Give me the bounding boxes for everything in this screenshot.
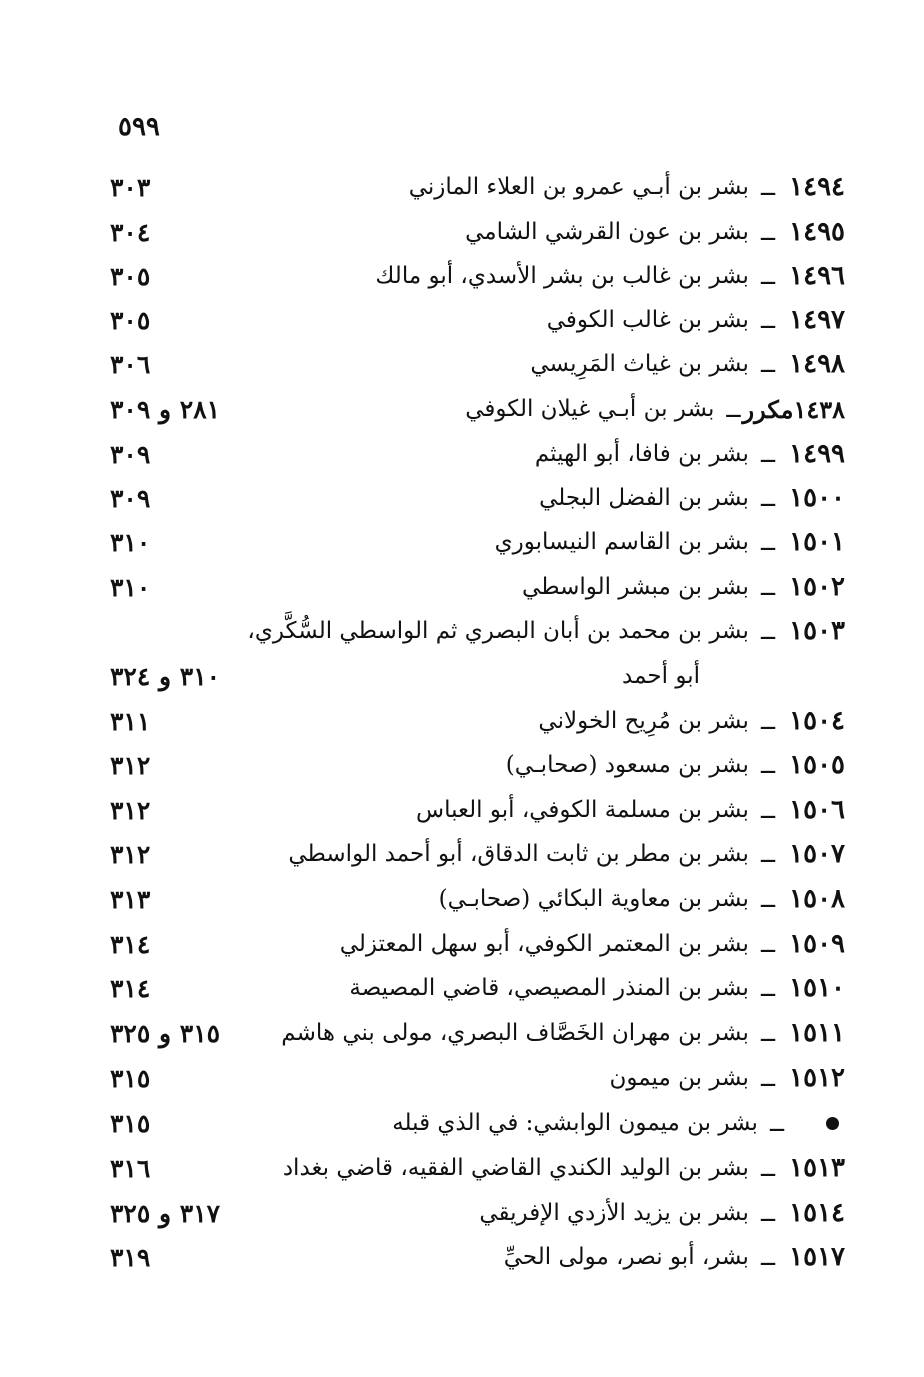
list-item <box>110 1237 845 1277</box>
list-item <box>110 344 845 384</box>
entry-name: بشر بن عون القرشي الشامي <box>465 219 749 245</box>
entry-page-ref: ٣١٥ <box>110 1063 151 1093</box>
entry-name: بشر بن محمد بن أبان البصري ثم الواسطي السُّكَّري، <box>247 618 749 644</box>
entry-dash: ــ <box>760 1064 775 1092</box>
entry-number: ١٥٠١ <box>789 527 845 557</box>
entry-name: بشر بن غالب الكوفي <box>546 307 749 333</box>
list-item <box>110 300 845 340</box>
entry-page-ref: ٣١٠ و ٣٢٤ <box>110 661 221 691</box>
entry-dash: ــ <box>760 707 775 735</box>
list-item <box>110 790 845 830</box>
entry-dash: ــ <box>760 840 775 868</box>
entry-page-ref: ٣٠٥ <box>110 261 151 291</box>
entry-name: بشر بن المنذر المصيصي، قاضي المصيصة <box>349 975 749 1001</box>
entry-name: بشر بن ميمون الوابشي: في الذي قبله <box>392 1110 758 1136</box>
list-item <box>110 434 845 474</box>
entry-dash: ــ <box>760 617 775 645</box>
entry-name: بشر بن غياث المَرِيسي <box>530 351 749 377</box>
entry-name: بشر بن مُرِيح الخولاني <box>538 708 749 734</box>
entry-name: بشر بن مهران الخَصَّاف البصري، مولى بني هاشم <box>281 1020 749 1046</box>
entry-dash: ــ <box>760 1019 775 1047</box>
entry-name: بشر بن أبـي عمرو بن العلاء المازني <box>408 174 749 200</box>
entry-name: بشر بن أبـي غيلان الكوفي <box>465 396 715 422</box>
list-item <box>110 611 845 651</box>
entry-name: أبو أحمد <box>622 663 700 689</box>
entry-number: ١٤٩٩ <box>789 439 845 469</box>
list-item <box>110 1013 845 1053</box>
entry-number: ١٥١٣ <box>789 1153 845 1183</box>
entry-page-ref: ٣١٤ <box>110 973 151 1003</box>
list-item <box>110 167 845 207</box>
entry-page-ref: ٣٠٤ <box>110 217 151 247</box>
entry-dash: ــ <box>760 484 775 512</box>
bullet-icon <box>826 1117 839 1130</box>
entry-number: ١٥١١ <box>789 1018 845 1048</box>
list-item <box>110 256 845 296</box>
entry-number: ١٥١٢ <box>789 1063 845 1093</box>
entry-name: بشر بن يزيد الأزدي الإفريقي <box>479 1200 749 1226</box>
entry-name: بشر بن الفضل البجلي <box>539 485 749 511</box>
entry-number: ١٤٣٨مكرر <box>742 394 845 424</box>
entry-dash: ــ <box>726 395 741 423</box>
entry-page-ref: ٣١١ <box>110 706 151 736</box>
entry-name: بشر بن الوليد الكندي القاضي الفقيه، قاضي بغداد <box>282 1155 749 1181</box>
list-item <box>110 1193 845 1233</box>
list-item <box>110 567 845 607</box>
entry-number: ١٥٠٠ <box>789 483 845 513</box>
entry-name: بشر بن المعتمر الكوفي، أبو سهل المعتزلي <box>339 931 749 957</box>
entry-page-ref: ٣٠٥ <box>110 305 151 335</box>
entry-page-ref: ٣١٠ <box>110 572 151 602</box>
entry-page-ref: ٣٠٩ <box>110 439 151 469</box>
entry-page-ref: ٣١٤ <box>110 929 151 959</box>
entry-dash: ــ <box>760 1199 775 1227</box>
entry-page-ref: ٣١٧ و ٣٢٥ <box>110 1198 221 1228</box>
entry-page-ref: ٣١٢ <box>110 839 151 869</box>
entry-number: ١٥٠٦ <box>789 795 845 825</box>
list-item <box>110 879 845 919</box>
entry-dash: ــ <box>760 885 775 913</box>
entry-dash: ــ <box>760 306 775 334</box>
list-item-continuation <box>110 656 845 696</box>
list-item <box>110 968 845 1008</box>
entry-number: ١٥١٧ <box>789 1242 845 1272</box>
entry-name: بشر بن مسلمة الكوفي، أبو العباس <box>416 797 749 823</box>
entry-page-ref: ٣١٩ <box>110 1242 151 1272</box>
entry-dash: ــ <box>760 528 775 556</box>
list-item <box>110 389 845 429</box>
entry-page-ref: ٣١٢ <box>110 795 151 825</box>
entry-number: ١٤٩٦ <box>789 261 845 291</box>
entry-number: ١٥٠٧ <box>789 839 845 869</box>
entry-page-ref: ٣٠٦ <box>110 349 151 379</box>
entry-name: بشر بن ميمون <box>609 1065 749 1091</box>
entry-page-ref: ٢٨١ و ٣٠٩ <box>110 394 221 424</box>
entry-dash: ــ <box>769 1109 784 1137</box>
list-item <box>110 1103 845 1143</box>
entry-dash: ــ <box>760 350 775 378</box>
entry-page-ref: ٣١٥ و ٣٢٥ <box>110 1018 221 1048</box>
entry-name: بشر بن فافا، أبو الهيثم <box>534 441 749 467</box>
entry-number: ١٥٠٢ <box>789 572 845 602</box>
entry-dash: ــ <box>760 974 775 1002</box>
entry-dash: ــ <box>760 1154 775 1182</box>
entry-page-ref: ٣١٣ <box>110 884 151 914</box>
entry-page-ref: ٣٠٩ <box>110 483 151 513</box>
list-item <box>110 522 845 562</box>
entry-name: بشر بن مطر بن ثابت الدقاق، أبو أحمد الواسطي <box>288 841 749 867</box>
entry-number: ١٥٠٩ <box>789 929 845 959</box>
entry-number: ١٤٩٤ <box>789 172 845 202</box>
entry-number: ١٥٠٣ <box>789 616 845 646</box>
entry-number: ١٥١٤ <box>789 1198 845 1228</box>
entry-page-ref: ٣١٥ <box>110 1108 151 1138</box>
entry-name: بشر بن مسعود (صحابـي) <box>505 752 749 778</box>
page-number: ٥٩٩ <box>118 112 160 142</box>
list-item <box>110 745 845 785</box>
entry-page-ref: ٣٠٣ <box>110 172 151 202</box>
list-item <box>110 834 845 874</box>
entry-dash: ــ <box>760 751 775 779</box>
entry-number: ١٥١٠ <box>789 973 845 1003</box>
entry-page-ref: ٣١٠ <box>110 527 151 557</box>
entry-number: ١٤٩٧ <box>789 305 845 335</box>
entry-name: بشر بن القاسم النيسابوري <box>494 529 749 555</box>
entry-name: بشر بن معاوية البكائي (صحابـي) <box>438 886 749 912</box>
entry-dash: ــ <box>760 1243 775 1271</box>
list-item <box>110 701 845 741</box>
entry-number: ١٤٩٨ <box>789 349 845 379</box>
entry-dash: ــ <box>760 930 775 958</box>
list-item <box>110 924 845 964</box>
entry-dash: ــ <box>760 173 775 201</box>
entry-dash: ــ <box>760 796 775 824</box>
list-item <box>110 1058 845 1098</box>
list-item <box>110 1148 845 1188</box>
entry-page-ref: ٣١٦ <box>110 1153 151 1183</box>
entry-number: ١٥٠٨ <box>789 884 845 914</box>
entry-number: ١٥٠٤ <box>789 706 845 736</box>
entry-dash: ــ <box>760 218 775 246</box>
entry-number: ١٤٩٥ <box>789 217 845 247</box>
list-item <box>110 212 845 252</box>
entry-dash: ــ <box>760 573 775 601</box>
entry-name: بشر بن مبشر الواسطي <box>522 574 749 600</box>
entry-number: ١٥٠٥ <box>789 750 845 780</box>
entry-page-ref: ٣١٢ <box>110 750 151 780</box>
list-item <box>110 478 845 518</box>
entry-dash: ــ <box>760 262 775 290</box>
entry-dash: ــ <box>760 440 775 468</box>
entry-name: بشر بن غالب بن بشر الأسدي، أبو مالك <box>375 263 749 289</box>
entry-name: بشر، أبو نصر، مولى الحيِّ <box>503 1244 749 1270</box>
